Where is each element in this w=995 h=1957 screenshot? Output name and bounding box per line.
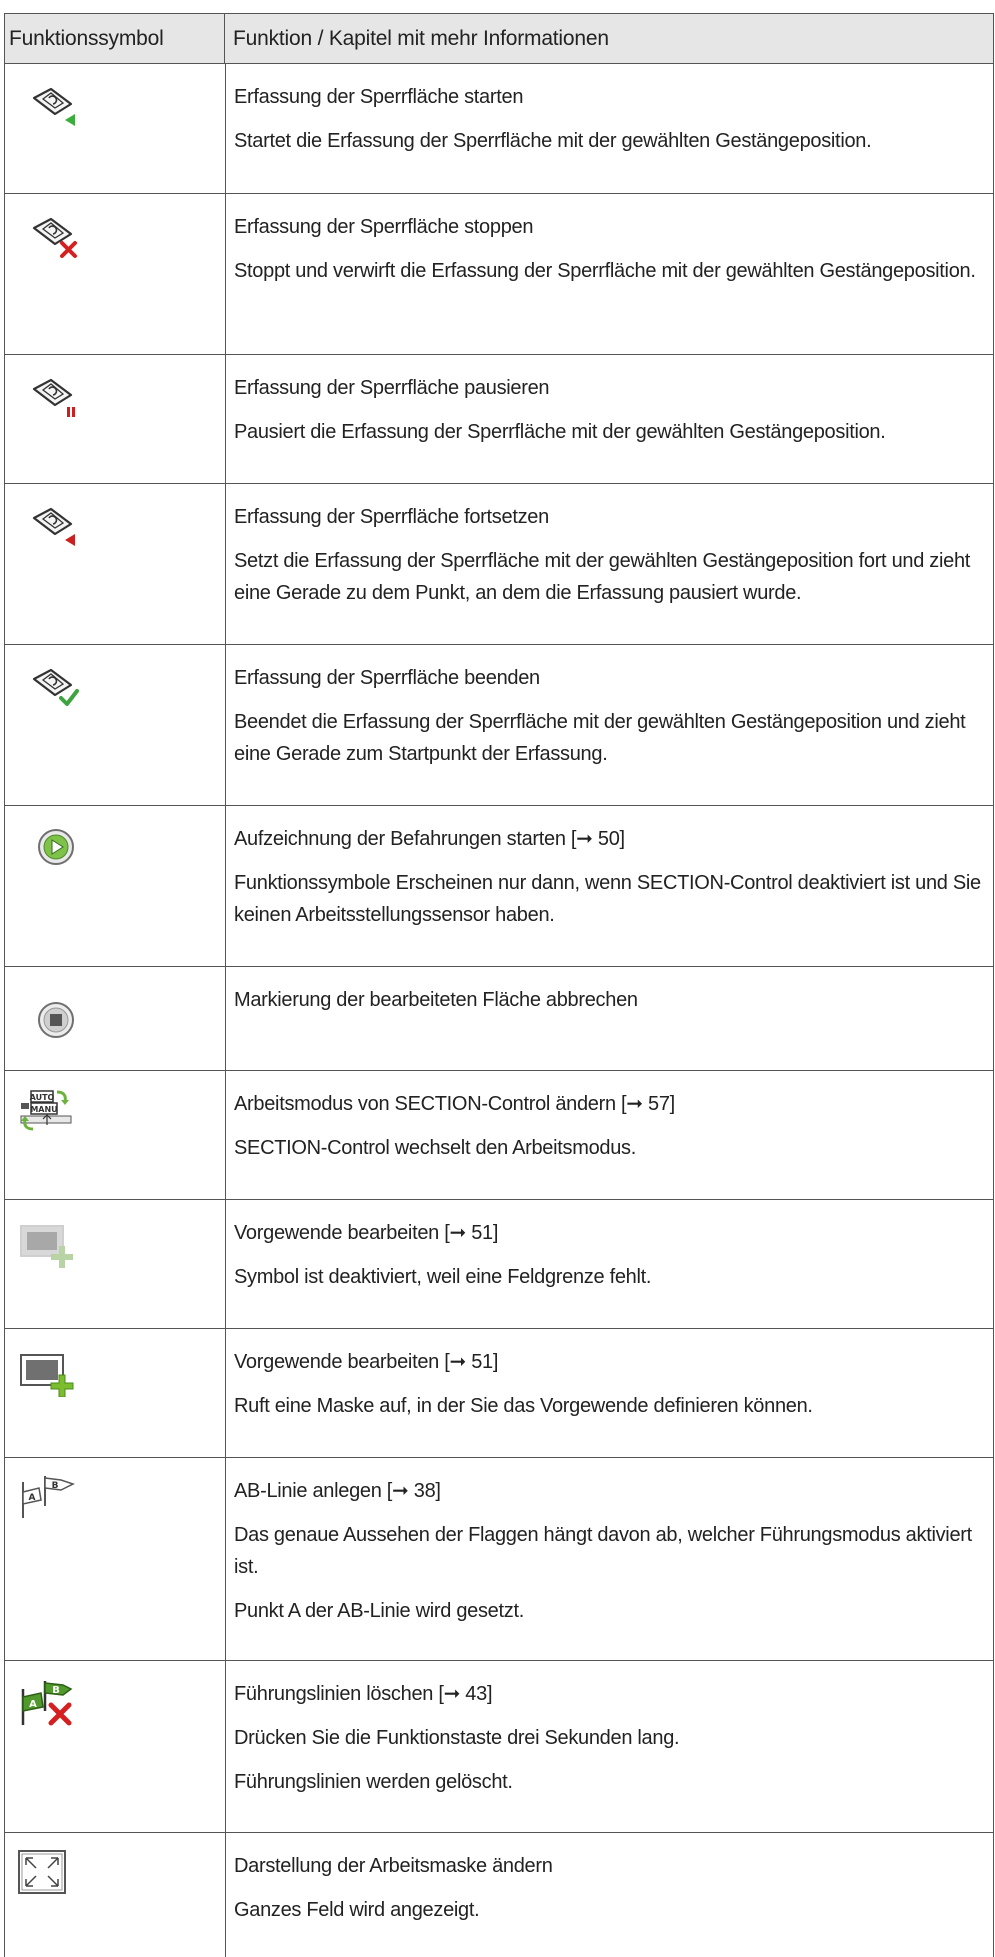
function-title: Erfassung der Sperrfläche pausieren [234, 377, 550, 399]
table-row [5, 967, 993, 1071]
function-note: Punkt A der AB-Linie wird gesetzt. [234, 1600, 524, 1622]
function-description: Das genaue Aussehen der Flaggen hängt davon ab, welcher Führungsmodus aktiviert ist. [234, 1524, 972, 1578]
function-title: Erfassung der Sperrfläche stoppen [234, 216, 534, 238]
table-row [5, 1458, 993, 1661]
table-row [5, 1071, 993, 1200]
function-title: Vorgewende bearbeiten [➞ 51] [234, 1222, 499, 1244]
function-description: Ganzes Feld wird angezeigt. [234, 1899, 480, 1921]
function-title: Erfassung der Sperrfläche fortsetzen [234, 506, 549, 528]
svg-text:A: A [28, 1493, 36, 1503]
function-title: Erfassung der Sperrfläche beenden [234, 667, 540, 689]
svg-text:A: A [29, 1699, 37, 1710]
function-description: Stoppt und verwirft die Erfassung der Sperrfläche mit der gewählten Gestängeposition. [234, 260, 976, 282]
table-row [5, 806, 993, 967]
svg-text:B: B [51, 1481, 59, 1491]
table-row [5, 1833, 993, 1957]
function-title: Führungslinien löschen [➞ 43] [234, 1683, 493, 1705]
delete-guidance-lines-icon[interactable] [19, 1677, 75, 1729]
header-function: Funktion / Kapitel mit mehr Informationen [233, 26, 609, 50]
function-title: AB-Linie anlegen [➞ 38] [234, 1480, 441, 1502]
expand-view-icon[interactable] [17, 1849, 69, 1895]
function-description: Beendet die Erfassung der Sperrfläche mit der gewählten Gestängeposition und zieht eine Gerade zum Startpunkt der Erfassung. [234, 711, 966, 765]
table-row [5, 1329, 993, 1458]
function-description: Ruft eine Maske auf, in der Sie das Vorgewende definieren können. [234, 1395, 813, 1417]
table-row [5, 194, 993, 355]
function-description: SECTION-Control wechselt den Arbeitsmodus. [234, 1137, 637, 1159]
function-title: Vorgewende bearbeiten [➞ 51] [234, 1351, 499, 1373]
table-row [5, 645, 993, 806]
headland-edit-disabled-icon[interactable] [19, 1220, 75, 1268]
header-symbol: Funktionssymbol [5, 14, 225, 63]
svg-text:MANU: MANU [30, 1105, 58, 1114]
table-row [5, 64, 993, 194]
function-title: Erfassung der Sperrfläche starten [234, 86, 524, 108]
function-description: Pausiert die Erfassung der Sperrfläche mit der gewählten Gestängeposition. [234, 421, 886, 443]
table-row [5, 484, 993, 645]
function-description: Startet die Erfassung der Sperrfläche mit der gewählten Gestängeposition. [234, 130, 872, 152]
headland-edit-icon[interactable] [19, 1349, 75, 1397]
function-symbol-table [4, 13, 994, 1957]
function-description: Funktionssymbole Erscheinen nur dann, wenn SECTION-Control deaktiviert ist und Sie keinen Arbeitsstellungssensor haben. [234, 872, 981, 926]
table-header-row [5, 13, 993, 64]
ab-line-flags-icon[interactable] [19, 1474, 75, 1522]
function-description: Drücken Sie die Funktionstaste drei Sekunden lang. [234, 1727, 680, 1749]
function-note: Führungslinien werden gelöscht. [234, 1771, 513, 1793]
function-title: Arbeitsmodus von SECTION-Control ändern [➞ 57] [234, 1093, 675, 1115]
boundary-record-finish-icon[interactable] [31, 667, 79, 711]
auto-manu-mode-icon[interactable] [19, 1089, 75, 1137]
table-row [5, 1661, 993, 1833]
function-title: Markierung der bearbeiteten Fläche abbrechen [234, 989, 638, 1011]
boundary-record-stop-icon[interactable] [31, 216, 79, 260]
function-description: Symbol ist deaktiviert, weil eine Feldgrenze fehlt. [234, 1266, 652, 1288]
boundary-record-start-icon[interactable] [31, 86, 79, 130]
boundary-record-resume-icon[interactable] [31, 506, 79, 550]
function-description: Setzt die Erfassung der Sperrfläche mit der gewählten Gestängeposition fort und zieht eine Gerade zu dem Punkt, an dem die Erfassung pausiert wurde. [234, 550, 971, 604]
boundary-record-pause-icon[interactable] [31, 377, 79, 421]
svg-text:B: B [52, 1685, 60, 1696]
table-row [5, 355, 993, 484]
table-row [5, 1200, 993, 1329]
play-record-icon[interactable] [35, 826, 83, 870]
function-title: Aufzeichnung der Befahrungen starten [➞ 50] [234, 828, 625, 850]
stop-marking-icon[interactable] [35, 999, 83, 1043]
svg-text:AUTO: AUTO [29, 1093, 55, 1102]
function-title: Darstellung der Arbeitsmaske ändern [234, 1855, 553, 1877]
